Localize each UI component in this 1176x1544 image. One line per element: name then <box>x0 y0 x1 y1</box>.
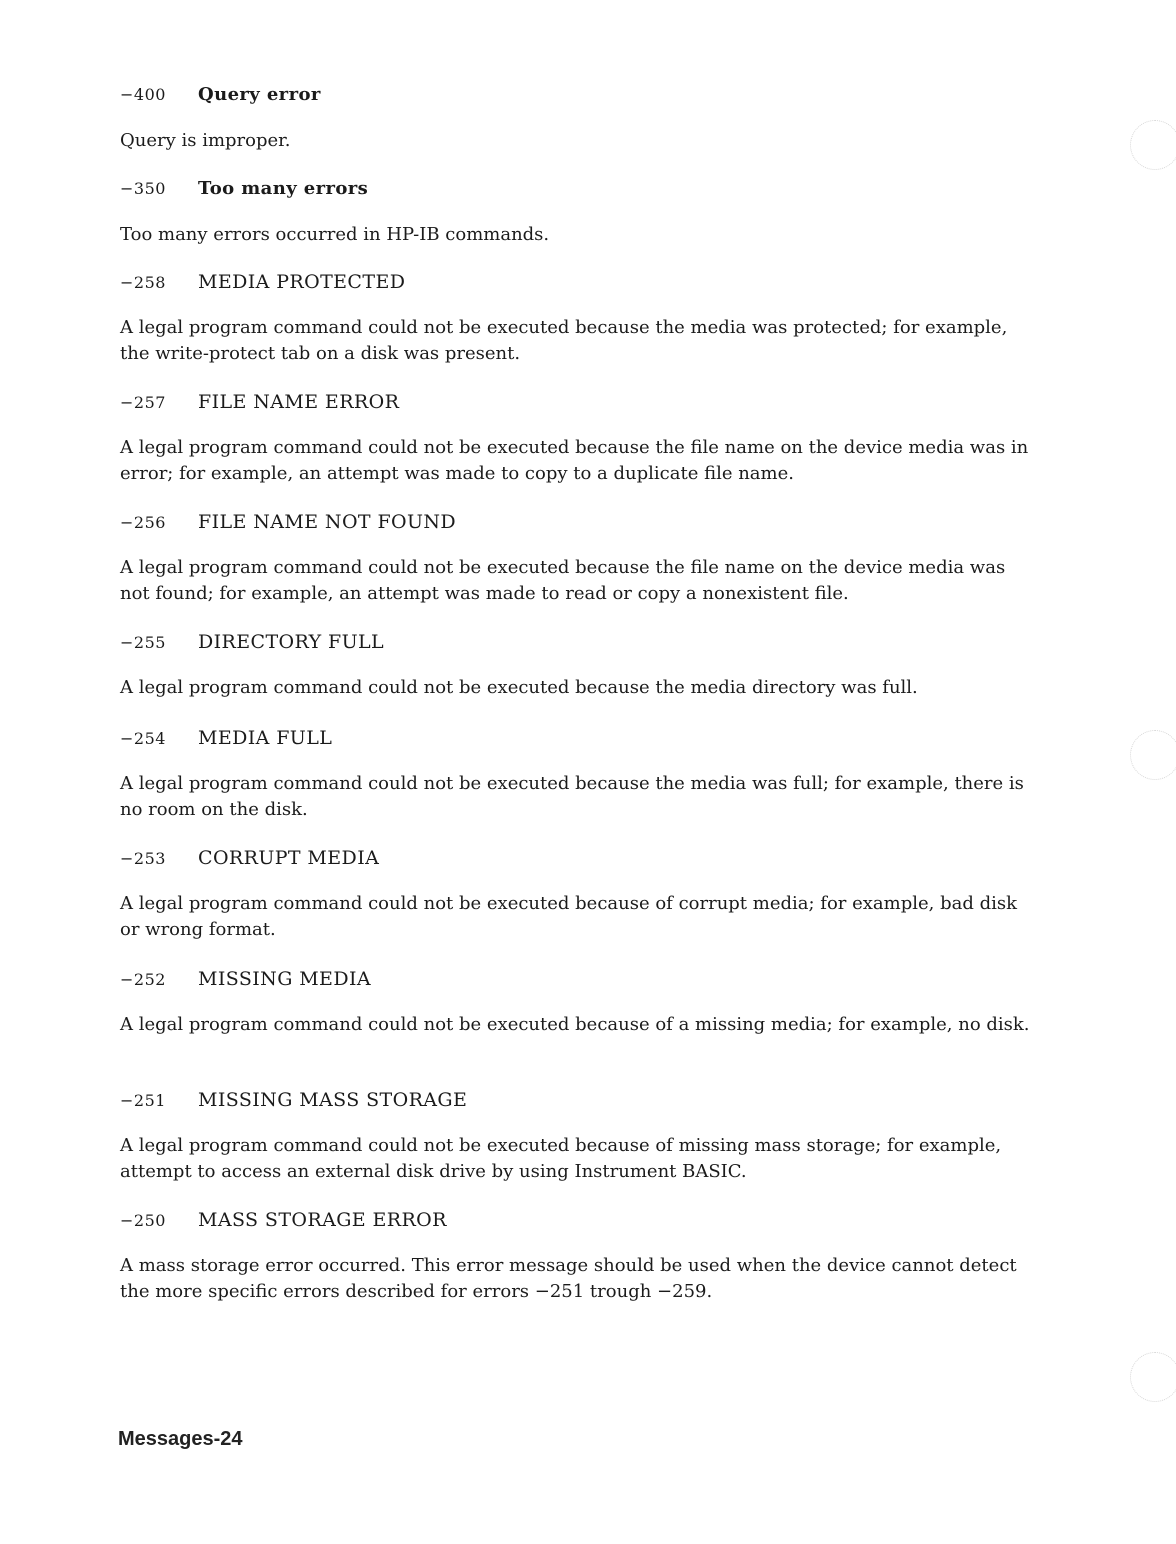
error-entry-256 <box>120 511 1040 607</box>
error-description: A legal program command could not be executed because of a missing media; for example, no disk. <box>120 1014 1030 1035</box>
error-code: −251 <box>120 1091 166 1110</box>
error-title: FILE NAME ERROR <box>198 391 400 413</box>
punch-hole-middle <box>1130 730 1176 780</box>
page-footer: Messages-24 <box>118 1428 243 1450</box>
error-code: −255 <box>120 633 166 652</box>
error-code: −400 <box>120 85 166 104</box>
punch-hole-top <box>1130 120 1176 170</box>
error-title: MISSING MASS STORAGE <box>198 1089 468 1111</box>
error-code: −258 <box>120 273 166 292</box>
error-entry-257 <box>120 391 1040 487</box>
error-description: A legal program command could not be executed because the media was protected; for example, the write-protect tab on a disk was present. <box>120 317 1008 364</box>
error-entry-400 <box>120 84 1040 154</box>
error-entry-350 <box>120 178 1040 248</box>
error-entry-251 <box>120 1089 1040 1185</box>
error-entry-254 <box>120 727 1040 823</box>
error-title: MEDIA FULL <box>198 727 333 749</box>
error-title: FILE NAME NOT FOUND <box>198 511 457 533</box>
error-description: A legal program command could not be executed because of corrupt media; for example, bad disk or wrong format. <box>120 893 1018 940</box>
error-title: MEDIA PROTECTED <box>198 271 406 293</box>
error-entry-258 <box>120 271 1040 367</box>
error-title: MISSING MEDIA <box>198 968 371 990</box>
error-code: −252 <box>120 970 166 989</box>
error-code: −253 <box>120 849 166 868</box>
error-entry-250 <box>120 1209 1040 1305</box>
error-entry-253 <box>120 847 1040 943</box>
error-entry-255 <box>120 631 1040 701</box>
error-description: A mass storage error occurred. This error message should be used when the device cannot detect the more specific errors described for errors −251 trough −259. <box>120 1255 1017 1302</box>
error-code: −257 <box>120 393 166 412</box>
error-title: Query error <box>198 84 321 105</box>
error-description: A legal program command could not be executed because of missing mass storage; for example, attempt to access an external disk drive by using Instrument BASIC. <box>120 1135 1002 1182</box>
error-code: −250 <box>120 1211 166 1230</box>
error-description: A legal program command could not be executed because the media was full; for example, there is no room on the disk. <box>120 773 1024 820</box>
error-title: MASS STORAGE ERROR <box>198 1209 447 1231</box>
error-description: Too many errors occurred in HP-IB commands. <box>120 224 550 245</box>
punch-hole-bottom <box>1130 1352 1176 1402</box>
error-entry-252 <box>120 968 1040 1038</box>
error-title: CORRUPT MEDIA <box>198 847 380 869</box>
error-title: DIRECTORY FULL <box>198 631 385 653</box>
error-code: −254 <box>120 729 166 748</box>
error-description: A legal program command could not be executed because the media directory was full. <box>120 677 918 698</box>
error-title: Too many errors <box>198 178 369 199</box>
error-description: Query is improper. <box>120 130 291 151</box>
error-description: A legal program command could not be executed because the file name on the device media was in error; for example, an attempt was made to copy to a duplicate file name. <box>120 437 1029 484</box>
error-description: A legal program command could not be executed because the file name on the device media was not found; for example, an attempt was made to read or copy a nonexistent file. <box>120 557 1006 604</box>
error-code: −256 <box>120 513 166 532</box>
error-code: −350 <box>120 179 166 198</box>
